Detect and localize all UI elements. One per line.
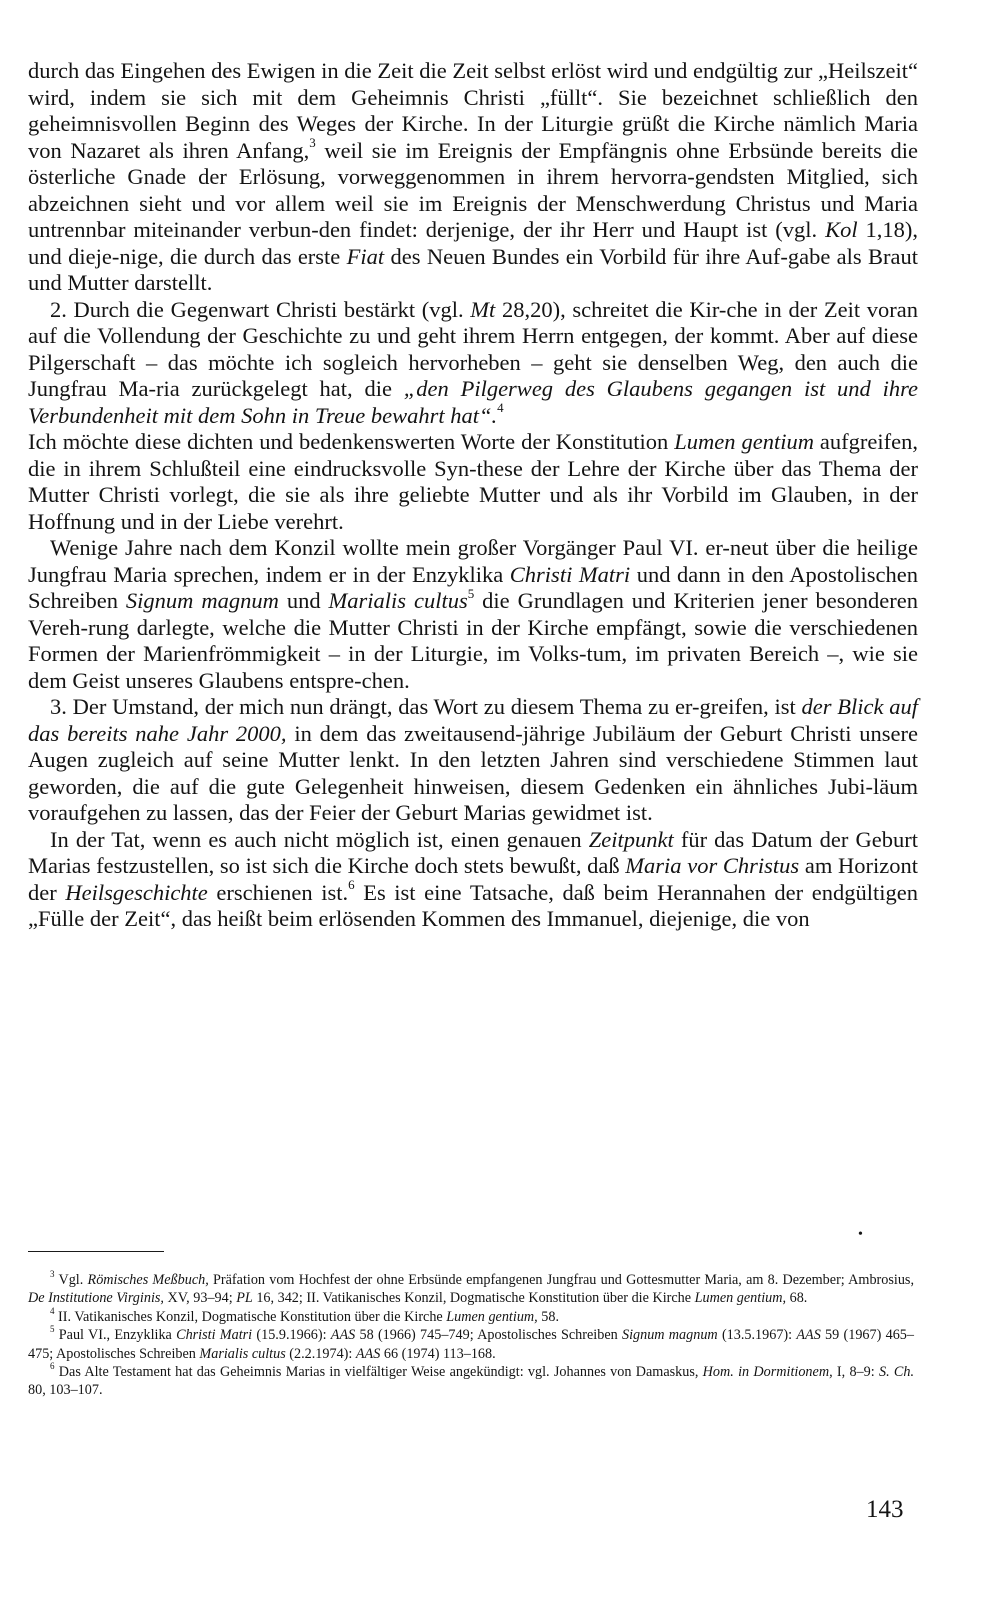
footnote-ref: 4 [497, 400, 504, 415]
paragraph: durch das Eingehen des Ewigen in die Zeit die Zeit selbst erlöst wird und endgültig zur „Heilszeit“ wird, indem sie sich mit dem Geheimnis Christi „füllt“. Sie bezeichnet schließlich den geheimnisvollen Beginn des Weges der Kirche. In der Liturgie grüßt die Kirche nämlich Maria von Nazaret als ihren Anfang,$^3$ weil sie im Ereignis der Empfängnis ohne Erbsünde bereits die österliche Gnade der Erlösung, vorweggenommen in ihrem hervorra-gendsten Mitglied, sich abzeichnen sieht und vor allem weil sie im Ereignis der Menschwerdung Christus und Maria untrennbar miteinander verbun-den findet: derjenige, der ihr Herr und Haupt ist (vgl. Kol 1,18), und dieje-nige, die durch das erste Fiat des Neuen Bundes ein Vorbild für ihre Auf-gabe als Braut und Mutter darstellt. [28, 58, 919, 295]
footnote: $^3$ Vgl. Römisches Meßbuch, Präfation vom Hochfest der ohne Erbsünde empfangenen Jungfrau und Gottesmutter Maria, am 8. Dezember; Ambrosius, De Institutione Virginis, XV, 93–94; PL 16, 342; II. Vatikanisches Konzil, Dogmatische Konstitution über die Kirche Lumen gentium, 68. [28, 1269, 915, 1307]
paragraph: 2. Durch die Gegenwart Christi bestärkt (vgl. Mt 28,20), schreitet die Kir-che in der Zeit voran auf die Vollendung der Geschichte zu und geht ihrem Herrn entgegen, der kommt. Aber auf diese Pilgerschaft – das möchte ich sogleich hervorheben – geht sie denselben Weg, den auch die Jungfrau Ma-ria zurückgelegt hat, die „den Pilgerweg des Glaubens gegangen ist und ihre Verbundenheit mit dem Sohn in Treue bewahrt hat“.$^4$ [28, 296, 918, 428]
footnote-number: 5 [50, 1324, 55, 1335]
footnote-number: 6 [50, 1361, 55, 1372]
footnote-separator [28, 1251, 164, 1252]
footnote-ref: 3 [309, 135, 316, 150]
paragraph: Ich möchte diese dichten und bedenkenswerten Worte der Konstitution Lumen gentium aufgreifen, die in ihrem Schlußteil eine eindrucksvolle Syn-these der Lehre der Kirche über das Thema der Mutter Christi vorlegt, die sie als ihre geliebte Mutter und als ihr Vorbild im Glauben, in der Hoffnung und in der Liebe verehrt. [28, 429, 918, 534]
footnote-ref: 6 [348, 877, 355, 892]
paragraph: In der Tat, wenn es auch nicht möglich ist, einen genauen Zeitpunkt für das Datum der Geburt Marias festzustellen, so ist sich die Kirche doch stets bewußt, daß Maria vor Christus am Horizont der Heilsgeschichte erschienen ist.$^6$ Es ist eine Tatsache, daß beim Herannahen der endgültigen „Fülle der Zeit“, das heißt beim erlösenden Kommen des Immanuel, diejenige, die von [28, 826, 918, 931]
footnote: $^6$ Das Alte Testament hat das Geheimnis Marias in vielfältiger Weise angekündigt: vgl. Johannes von Damaskus, Hom. in Dormitionem, I, 8–9: S. Ch. 80, 103–107. [28, 1361, 914, 1399]
body-text [28, 58, 918, 933]
page-number: 143 [866, 1496, 904, 1523]
footnotes [28, 1271, 914, 1400]
footnote: $^5$ Paul VI., Enzyklika Christi Matri (15.9.1966): AAS 58 (1966) 745–749; Apostolisches Schreiben Signum magnum (13.5.1967): AAS 59 (1967) 465–475; Apostolisches Schreiben Marialis cultus (2.2.1974): AAS 66 (1974) 113–168. [28, 1324, 914, 1362]
footnote: $^4$ II. Vatikanisches Konzil, Dogmatische Konstitution über die Kirche Lumen gentium, 58. [50, 1306, 559, 1325]
footnote-ref: 5 [467, 585, 475, 601]
footnote-number: 4 [50, 1306, 55, 1317]
paragraph: Wenige Jahre nach dem Konzil wollte mein großer Vorgänger Paul VI. er-neut über die heilige Jungfrau Maria sprechen, indem er in der Enzyklika Christi Matri und dann in den Apostolischen Schreiben Signum magnum und Marialis cultus$^5$ die Grundlagen und Kriterien jener besonderen Vereh-rung darlegte, welche die Mutter Christi in der Kirche empfängt, sowie die verschiedenen Formen der Marienfrömmigkeit – in der Liturgie, im Volks-tum, im privaten Bereich –, wie sie dem Geist unseres Glaubens entspre-chen. [28, 535, 919, 693]
footnote-number: 3 [50, 1269, 55, 1280]
paragraph: 3. Der Umstand, der mich nun drängt, das Wort zu diesem Thema zu er-greifen, ist der Blick auf das bereits nahe Jahr 2000, in dem das zweitausend-jährige Jubiläum der Geburt Christi unsere Augen zugleich auf seine Mutter lenkt. In den letzten Jahren sind verschiedene Stimmen laut geworden, die auf die gute Gelegenheit hinweisen, diesem Gedenken ein ähnliches Jubi-läum voraufgehen zu lassen, das der Feier der Geburt Marias gewidmet ist. [28, 694, 918, 825]
dot-mark: • [858, 1227, 863, 1242]
